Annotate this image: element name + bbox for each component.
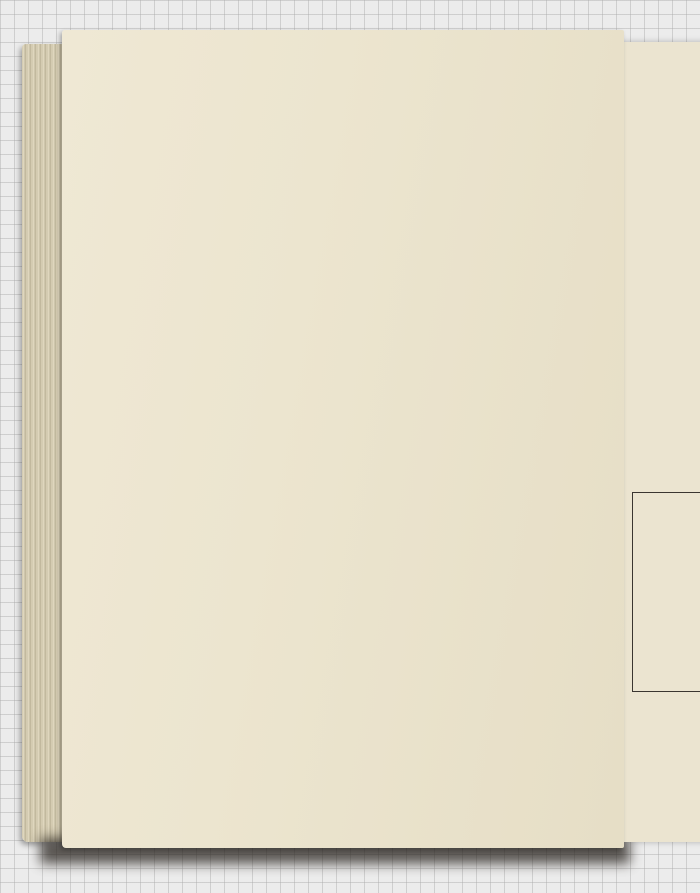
- facing-page-boxed-text: [632, 492, 700, 692]
- facing-page: [622, 42, 700, 842]
- typewritten-page: [62, 30, 624, 848]
